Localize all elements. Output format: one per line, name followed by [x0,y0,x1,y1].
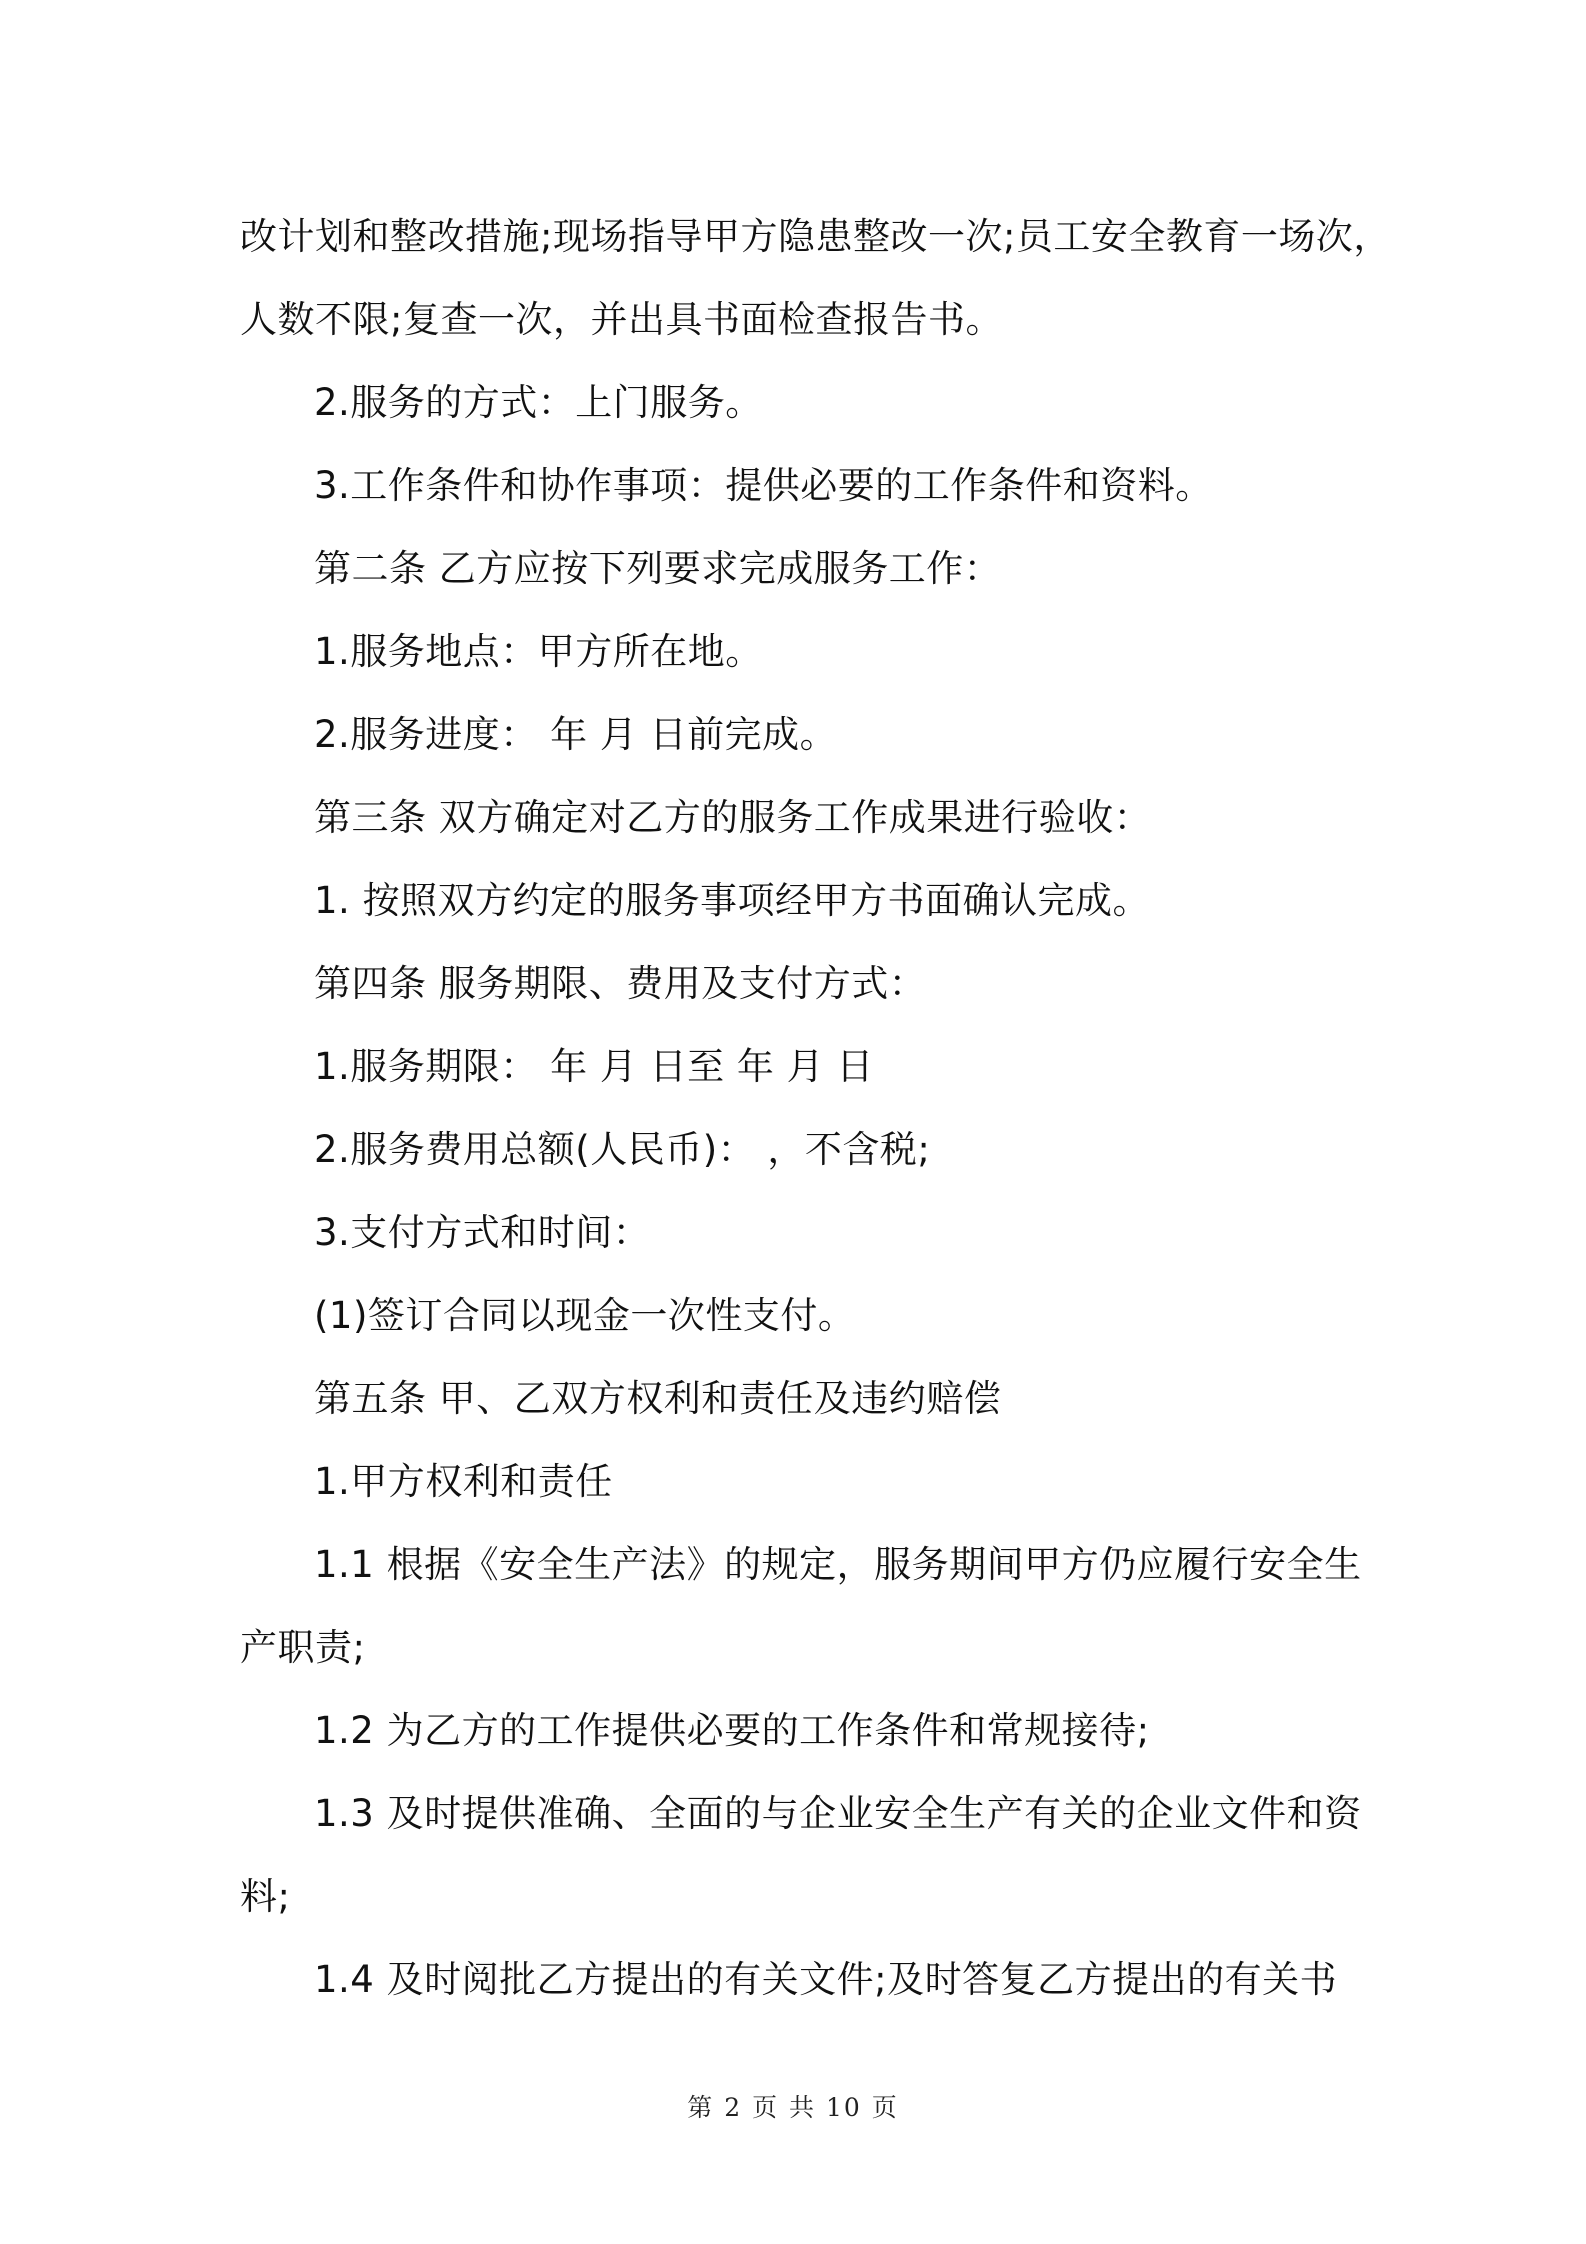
document-line: (1)签订合同以现金一次性支付。 [314,1294,856,1337]
document-line: 1.2 为乙方的工作提供必要的工作条件和常规接待; [314,1709,1150,1752]
document-line: 第二条 乙方应按下列要求完成服务工作： [314,547,1002,590]
document-line: 3.支付方式和时间： [314,1211,651,1254]
document-line: 3.工作条件和协作事项：提供必要的工作条件和资料。 [314,464,1213,507]
document-line: 1.甲方权利和责任 [314,1460,613,1503]
document-line: 改计划和整改措施;现场指导甲方隐患整改一次;员工安全教育一场次， [240,215,1391,258]
page-footer: 第 2 页 共 10 页 [687,2093,899,2122]
document-line: 第五条 甲、乙双方权利和责任及违约赔偿 [314,1377,1002,1420]
document-line: 1.1 根据《安全生产法》的规定，服务期间甲方仍应履行安全生 [314,1543,1362,1586]
document-line: 第四条 服务期限、费用及支付方式： [314,962,927,1005]
document-line: 2.服务进度： 年 月 日前完成。 [314,713,838,756]
document-line: 1. 按照双方约定的服务事项经甲方书面确认完成。 [314,879,1151,922]
document-line: 产职责; [240,1626,366,1669]
document-line: 人数不限;复查一次，并出具书面检查报告书。 [240,298,1003,341]
document-line: 1.服务期限： 年 月 日至 年 月 日 [314,1045,874,1088]
document-line: 1.4 及时阅批乙方提出的有关文件;及时答复乙方提出的有关书 [314,1958,1338,2001]
document-line: 2.服务的方式：上门服务。 [314,381,763,424]
document-line: 1.3 及时提供准确、全面的与企业安全生产有关的企业文件和资 [314,1792,1362,1835]
document-line: 料; [240,1875,291,1918]
document-line: 2.服务费用总额(人民币)： ，不含税; [314,1128,931,1171]
document-line: 第三条 双方确定对乙方的服务工作成果进行验收： [314,796,1152,839]
document-line: 1.服务地点：甲方所在地。 [314,630,763,673]
document-body [240,195,1391,2021]
